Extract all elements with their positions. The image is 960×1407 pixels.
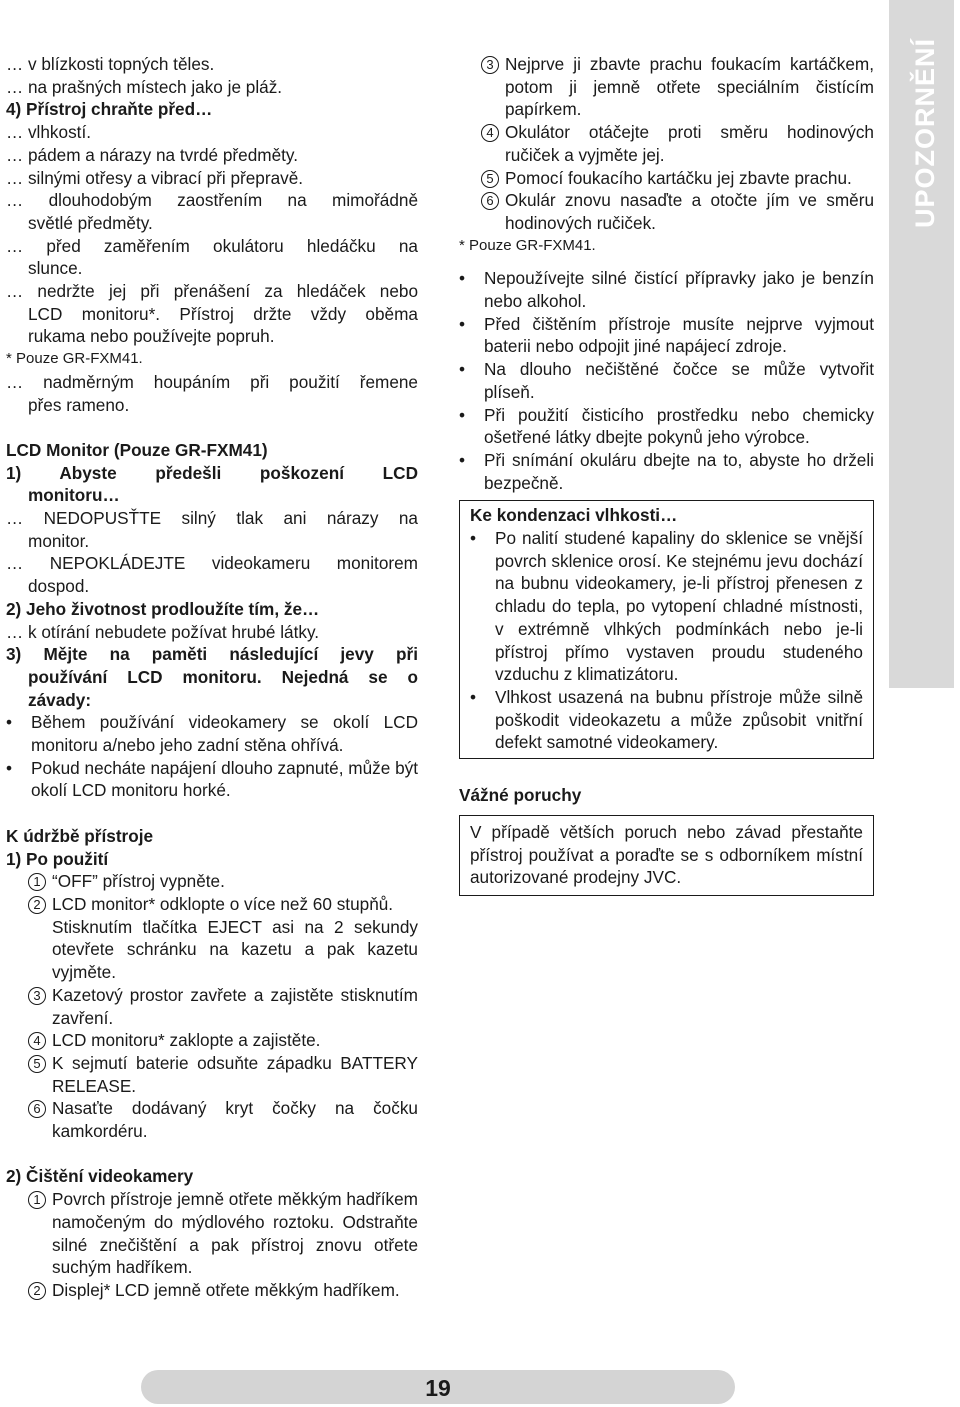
step-item: 4 LCD monitoru* zaklopte a zajistěte. [28, 1029, 418, 1052]
section-heading: 2) Jeho životnost prodloužíte tím, že… [6, 598, 320, 619]
step-number-icon: 5 [481, 170, 499, 188]
step-item: 3 Kazetový prostor zavřete a zajistěte stisknutím zavření. [28, 984, 418, 1029]
step-item: 5 K sejmutí baterie odsuňte západku BATTERY RELEASE. [28, 1052, 418, 1097]
step-number-icon: 3 [28, 987, 46, 1005]
step-item: 3 Nejprve ji zbavte prachu foukacím kartáčkem, potom ji jemně otřete speciálním čistícím papírkem. [481, 53, 874, 121]
text-line: … silnými otřesy a vibrací při přepravě. [6, 167, 304, 188]
step-number-icon: 6 [481, 192, 499, 210]
text-line: … před zaměřením okulátoru hledáčku na [6, 235, 418, 256]
text-line: … nedržte jej při přenášení za hledáček nebo [6, 281, 418, 302]
text-line: … na prašných místech jako je pláž. [6, 76, 283, 97]
text-line: … pádem a nárazy na tvrdé předměty. [6, 144, 299, 165]
left-column [6, 53, 418, 1302]
step-item: 1 Povrch přístroje jemně otřete měkkým hadříkem namočeným do mýdlového roztoku. Odstraňte silné znečištění a pak přístroj znovu otřete suchým hadříkem. [28, 1188, 418, 1279]
text-line: přes rameno. [28, 394, 130, 415]
bullet-item: • Při použití čisticího prostředku nebo chemicky ošetřené látky dbejte pokynů jeho výrobce. [459, 404, 874, 448]
right-column [459, 53, 874, 896]
step-number-icon: 5 [28, 1055, 46, 1073]
step-item: 2 Displej* LCD jemně otřete měkkým hadříkem. [28, 1279, 418, 1302]
step-number-icon: 4 [481, 124, 499, 142]
bullet-item: • Před čištěním přístroje musíte nejprve vyjmout baterii nebo odpojit jiné napájecí zdroje. [459, 313, 874, 357]
step-number-icon: 2 [28, 896, 46, 914]
step-number-icon: 1 [28, 873, 46, 891]
footnote: * Pouze GR-FXM41. [6, 350, 143, 368]
condensation-box [459, 500, 874, 759]
bullet-item: • Při snímání okuláru dbejte na to, abyste ho drželi bezpečně. [459, 449, 874, 493]
bullet-item: • Po nalití studené kapaliny do sklenice se vnější povrch sklenice orosí. Ke stejnému jevu dochází na bubnu videokamery, je-li přístroj přenesen z chladu do tepla, po vytopení chladné místnosti, v extrémně vlhkých podmínkách nebo je-li přístroj přímo vystaven proudu studeného vzduchu z klimatizátoru. [470, 528, 863, 685]
text-line: dospod. [28, 576, 90, 597]
footnote: * Pouze GR-FXM41. [459, 236, 596, 254]
section-heading: závady: [28, 689, 92, 710]
text-line: … NEPOKLÁDEJTE videokameru monitorem [6, 553, 418, 574]
text-line: … dlouhodobým zaostřením na mimořádně [6, 190, 418, 211]
bullet-item: • Vlhkost usazená na bubnu přístroje může silně poškodit videokazetu a může způsobit vnitřní defekt samotné videokamery. [470, 686, 863, 753]
step-item: 5 Pomocí foukacího kartáčku jej zbavte prachu. [481, 167, 874, 190]
step-number-icon: 1 [28, 1191, 46, 1209]
section-heading: 3) Mějte na paměti následující jevy při [6, 644, 418, 665]
step-number-icon: 3 [481, 56, 499, 74]
text-line: … vlhkostí. [6, 122, 92, 143]
maintenance-title: K údržbě přístroje [6, 825, 154, 846]
serious-faults-text: V případě větších poruch nebo závad přestaňte přístroj používat a poraďte se s odborníkem místní autorizované prodejny JVC. [470, 821, 863, 888]
section-heading: monitoru… [28, 485, 120, 506]
text-line: … nadměrným houpáním při použití řemene [6, 371, 418, 392]
bullet-item: • Během používání videokamery se okolí LCD monitoru a/nebo jeho zadní stěna ohřívá. [6, 712, 418, 756]
step-number-icon: 2 [28, 1282, 46, 1300]
lcd-section-title: LCD Monitor (Pouze GR-FXM41) [6, 439, 268, 460]
step-item: 2 LCD monitor* odklopte o více než 60 stupňů. [28, 893, 418, 916]
bullet-item: • Nepoužívejte silné čistící přípravky jako je benzín nebo alkohol. [459, 268, 874, 312]
serious-faults-title: Vážné poruchy [459, 785, 582, 806]
text-line: monitor. [28, 530, 90, 551]
section-heading: 1) Po použití [6, 848, 109, 869]
step-number-icon: 6 [28, 1100, 46, 1118]
section-heading: 4) Přístroj chraňte před… [6, 99, 213, 120]
text-line: slunce. [28, 258, 83, 279]
step-item: 1 “OFF” přístroj vypněte. [28, 870, 418, 893]
bullet-item: • Pokud necháte napájení dlouho zapnuté, může být okolí LCD monitoru horké. [6, 757, 419, 801]
section-heading: 1) Abyste předešli poškození LCD [6, 462, 418, 483]
page-number: 19 [425, 1375, 451, 1401]
text-line: … k otírání nebudete požívat hrubé látky. [6, 621, 320, 642]
side-tab-label: UPOZORNĚNÍ [910, 37, 940, 228]
text-line: světlé předměty. [28, 212, 153, 233]
text-line: rukama nebo používejte popruh. [28, 326, 275, 347]
step-number-icon: 4 [28, 1032, 46, 1050]
text-line: … NEDOPUSŤTE silný tlak ani nárazy na [6, 508, 418, 529]
step-item: 6 Nasaťte dodávaný kryt čočky na čočku kamkordéru. [28, 1097, 418, 1142]
serious-faults-box [459, 815, 874, 896]
step-item: 6 Okulár znovu nasaďte a otočte jím ve směru hodinových ručiček. [481, 189, 874, 234]
text-line: LCD monitoru*. Přístroj držte vždy oběma [28, 303, 418, 324]
condensation-title: Ke kondenzaci vlhkosti… [470, 505, 678, 526]
section-heading: používání LCD monitoru. Nejedná se o [28, 666, 418, 687]
section-side-tab [889, 0, 954, 688]
bullet-item: • Na dlouho nečištěné čočce se může vytvořit plíseň. [459, 359, 874, 402]
section-heading: 2) Čištění videokamery [6, 1166, 194, 1187]
step-text: Stisknutím tlačítka EJECT asi na 2 sekundy otevřete schránku na kazetu a pak kazetu vyjměte. [52, 916, 418, 983]
page-footer [141, 1370, 735, 1404]
step-item: 4 Okulátor otáčejte proti směru hodinových ručiček a vyjměte jej. [481, 121, 874, 166]
text-line: … v blízkosti topných těles. [6, 54, 215, 74]
